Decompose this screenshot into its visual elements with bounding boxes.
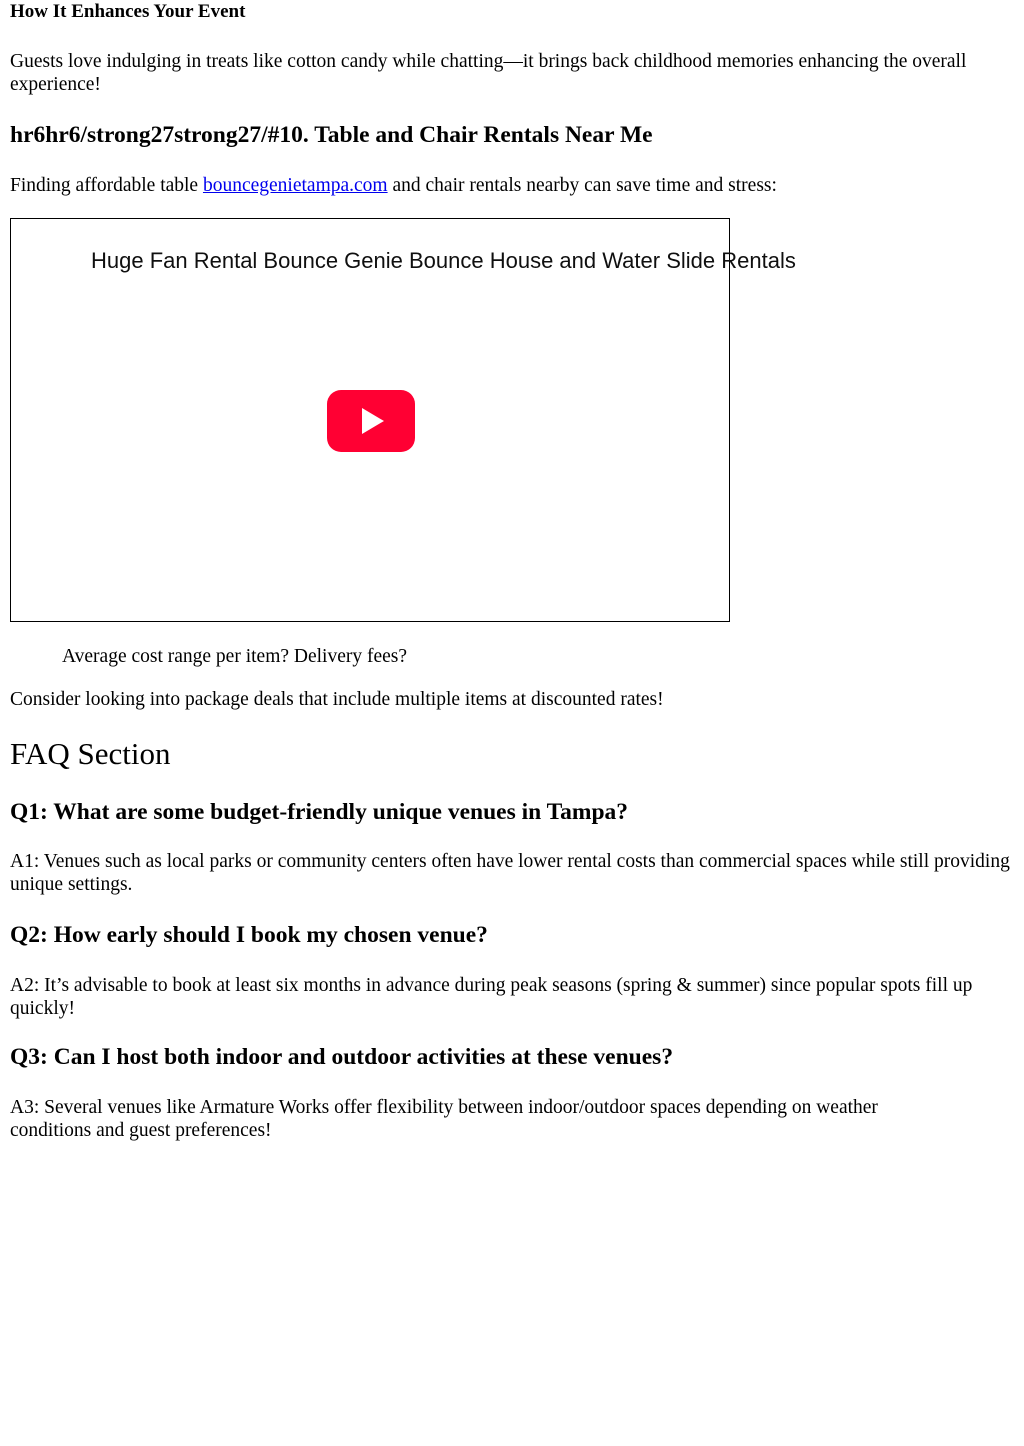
video-embed[interactable] [10, 218, 796, 622]
faq-answer-3: A3: Several venues like Armature Works offer flexibility between indoor/outdoor spaces depending on weather conditions and guest preferences! [10, 1097, 878, 1141]
youtube-play-icon[interactable] [327, 390, 415, 452]
faq-answer-1: A1: Venues such as local parks or community centers often have lower rental costs than commercial spaces while still providing unique settings. [10, 851, 1010, 895]
rentals-closing: Consider looking into package deals that include multiple items at discounted rates! [10, 689, 664, 710]
faq-answer-2: A2: It’s advisable to book at least six months in advance during peak seasons (spring & summer) since popular spots fill up quickly! [10, 975, 973, 1019]
section-paragraph: Guests love indulging in treats like cotton candy while chatting—it brings back childhood memories enhancing the overall experience! [10, 51, 967, 95]
faq-heading: FAQ Section [10, 736, 171, 771]
faq-question-1: Q1: What are some budget-friendly unique venues in Tampa? [10, 799, 629, 825]
rentals-intro-after: and chair rentals nearby can save time and stress: [387, 175, 777, 196]
section-heading: How It Enhances Your Event [10, 1, 246, 22]
rentals-intro [10, 174, 777, 197]
rentals-heading: hr6hr6/strong27strong27/#10. Table and Chair Rentals Near Me [10, 122, 653, 148]
rentals-list-item: Average cost range per item? Delivery fees? [62, 646, 408, 667]
faq-question-2: Q2: How early should I book my chosen venue? [10, 922, 488, 948]
bouncegenie-link[interactable]: bouncegenietampa.com [202, 175, 388, 196]
video-title[interactable]: Huge Fan Rental Bounce Genie Bounce House and Water Slide Rentals [91, 248, 796, 273]
rentals-intro-before: Finding affordable table [10, 175, 203, 196]
faq-question-3: Q3: Can I host both indoor and outdoor activities at these venues? [10, 1044, 674, 1070]
